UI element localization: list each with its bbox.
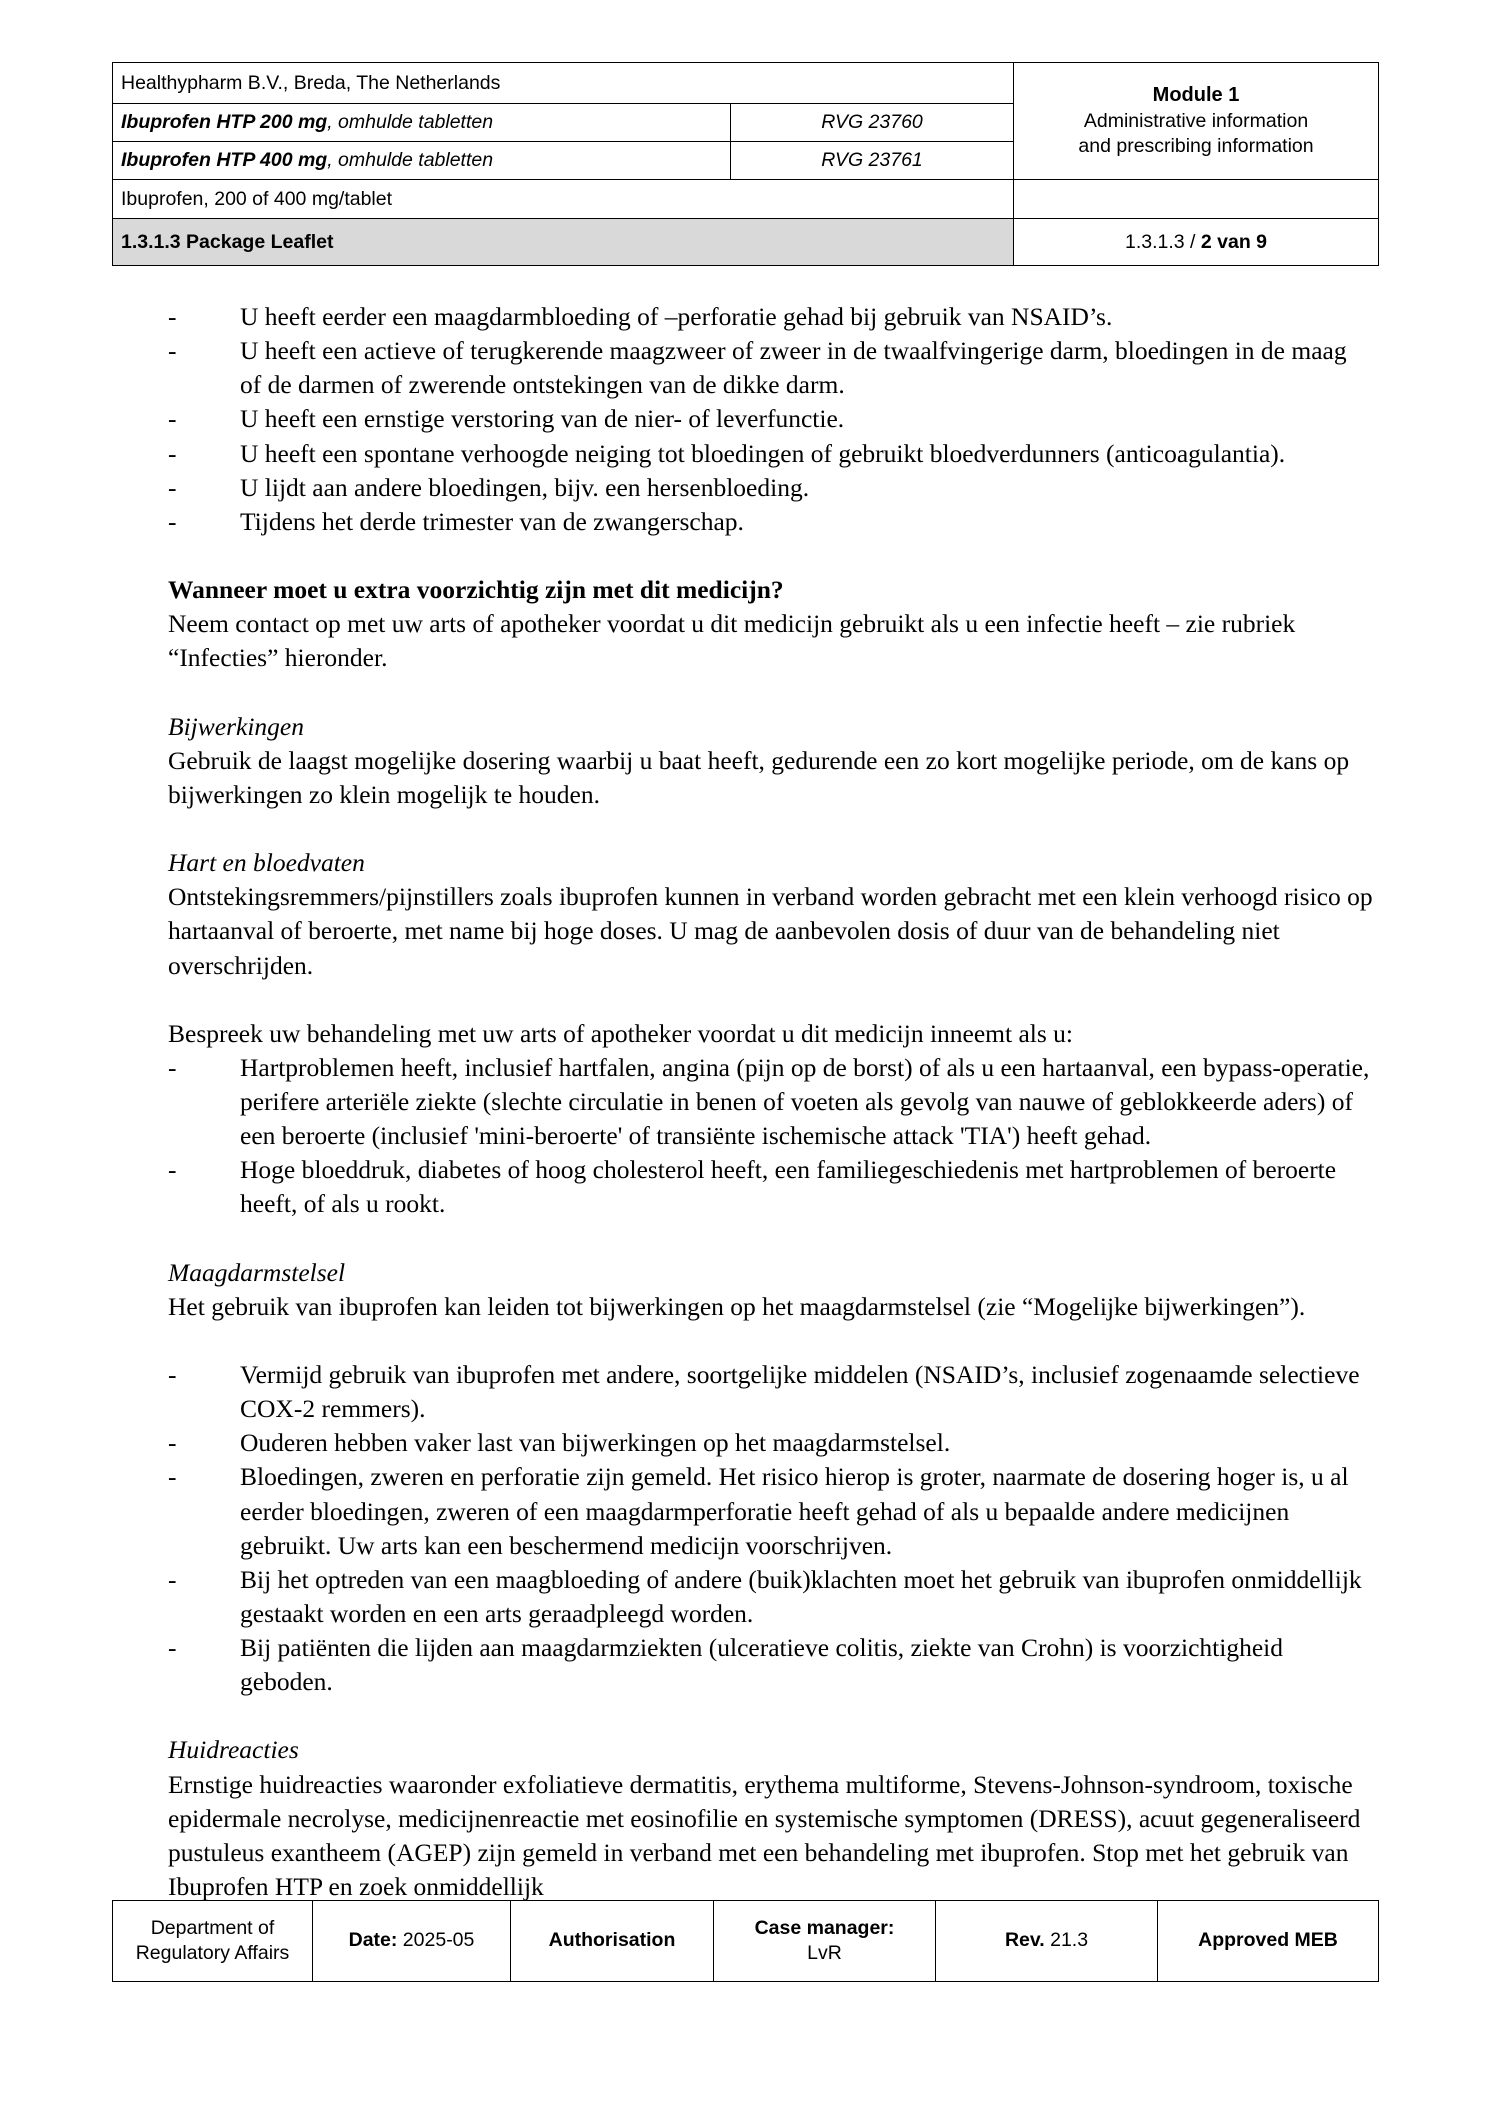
department-line-1: Department of (150, 1916, 275, 1939)
dash-bullet-icon: - (168, 1052, 177, 1082)
module-line-2: and prescribing information (1078, 134, 1314, 157)
dash-bullet-icon: - (168, 438, 177, 468)
page-ref-prefix: 1.3.1.3 / (1125, 230, 1201, 253)
case-manager-value: LvR (807, 1942, 842, 1964)
date-value: 2025-05 (397, 1929, 475, 1952)
substance-cell: Ibuprofen, 200 of 400 mg/tablet (113, 180, 1014, 219)
list-item (168, 1051, 1373, 1153)
dash-bullet-icon: - (168, 1462, 177, 1492)
dash-bullet-icon: - (168, 1564, 177, 1594)
list-item-text: Bloedingen, zweren en perforatie zijn gemeld. Het risico hierop is groter, naarmate de dosering hoger is, u al eerder bloedingen, zweren of een maagdarmperforatie heeft gehad of als u bepaalde andere medicijnen gebruikt. Uw arts kan een beschermend medicijn voorschrijven. (240, 1462, 1349, 1560)
dash-bullet-icon: - (168, 1633, 177, 1663)
warning-heading: Wanneer moet u extra voorzichtig zijn met dit medicijn? (168, 575, 784, 605)
date-label: Date: (348, 1929, 398, 1952)
list-item (168, 1460, 1373, 1562)
spacer (168, 1222, 1373, 1256)
spacer (168, 1324, 1373, 1358)
dash-bullet-icon: - (168, 1155, 177, 1185)
list-item (168, 334, 1373, 402)
bijwerkingen-heading: Bijwerkingen (168, 711, 304, 741)
list-item-text: Bij patiënten die lijden aan maagdarmziekten (ulceratieve colitis, ziekte van Crohn) is voorzichtigheid geboden. (240, 1633, 1283, 1697)
list-item (168, 437, 1373, 471)
hart-heading: Hart en bloedvaten (168, 848, 365, 878)
case-manager-cell (714, 1901, 936, 1982)
product-name-cell-400 (113, 142, 731, 180)
list-item-text: Tijdens het derde trimester van de zwangerschap. (240, 506, 744, 536)
list-item (168, 1426, 1373, 1460)
bespreek-paragraph: Bespreek uw behandeling met uw arts of apotheker voordat u dit medicijn inneemt als u: (168, 1018, 1074, 1048)
revision-value: 21.3 (1044, 1929, 1089, 1952)
product-name-cell-200 (113, 104, 731, 142)
huidreacties-heading: Huidreacties (168, 1735, 299, 1765)
list-item (168, 505, 1373, 539)
module-cell-spacer (1014, 180, 1379, 219)
department-line-2: Regulatory Affairs (135, 1942, 290, 1964)
list-item-text: Hartproblemen heeft, inclusief hartfalen, angina (pijn op de borst) of als u een hartaanval, een bypass-operatie, perifere arteriële ziekte (slechte circulatie in benen of voeten als gevolg van nauwe of geblokkeerde aders) of een beroerte (inclusief 'mini-beroerte' of transiënte ischemische attack 'TIA') heeft gehad. (240, 1052, 1370, 1151)
product-label-200: Ibuprofen HTP 200 mg (121, 111, 328, 134)
warning-paragraph: Neem contact op met uw arts of apotheker voordat u dit medicijn gebruikt als u een infectie heeft – zie rubriek “Infecties” hieronder. (168, 609, 1296, 673)
list-item-text: U lijdt aan andere bloedingen, bijv. een hersenbloeding. (240, 472, 810, 502)
list-item-text: Hoge bloeddruk, diabetes of hoog cholesterol heeft, een familiegeschiedenis met hartproblemen of beroerte heeft, of als u rookt. (240, 1155, 1337, 1219)
header-row-company (113, 63, 1379, 104)
dash-bullet-icon: - (168, 506, 177, 536)
maagdarm-heading: Maagdarmstelsel (168, 1257, 346, 1287)
list-item (168, 1153, 1373, 1221)
approved-meb-cell: Approved MEB (1158, 1901, 1379, 1982)
leaflet-body (168, 300, 1373, 1904)
list-item-text: Bij het optreden van een maagbloeding of andere (buik)klachten moet het gebruik van ibuprofen onmiddellijk gestaakt worden en een arts geraadpleegd worden. (240, 1564, 1362, 1628)
dash-bullet-icon: - (168, 1428, 177, 1458)
bijwerkingen-paragraph: Gebruik de laagst mogelijke dosering waarbij u baat heeft, gedurende een zo kort mogelijke periode, om de kans op bijwerkingen zo klein mogelijk te houden. (168, 745, 1350, 809)
header-row-section (113, 219, 1379, 266)
list-item-text: U heeft een ernstige verstoring van de nier- of leverfunctie. (240, 404, 845, 434)
list-item (168, 471, 1373, 505)
footer-row (113, 1901, 1379, 1982)
company-name-cell: Healthypharm B.V., Breda, The Netherlands (113, 63, 1014, 104)
hart-paragraph: Ontstekingsremmers/pijnstillers zoals ibuprofen kunnen in verband worden gebracht met een klein verhoogd risico op hartaanval of beroerte, met name bij hoge doses. U mag de aanbevolen dosis of duur van de behandeling niet overschrijden. (168, 882, 1373, 980)
document-header-table (112, 62, 1379, 266)
date-cell (313, 1901, 511, 1982)
page-reference-cell (1014, 219, 1379, 266)
rvg-number-400: RVG 23761 (731, 142, 1014, 180)
case-manager-label: Case manager: (754, 1916, 895, 1939)
module-cell (1014, 63, 1379, 180)
page-ref-number: 2 van 9 (1200, 230, 1268, 253)
spacer (168, 676, 1373, 710)
department-cell (113, 1901, 313, 1982)
revision-label: Rev. (1004, 1929, 1045, 1952)
list-item-text: Vermijd gebruik van ibuprofen met andere, soortgelijke middelen (NSAID’s, inclusief zogenaamde selectieve COX-2 remmers). (240, 1359, 1360, 1424)
contraindications-list (168, 300, 1373, 539)
module-title: Module 1 (1152, 84, 1240, 107)
dash-bullet-icon: - (168, 1359, 177, 1389)
list-item-text: U heeft eerder een maagdarmbloeding of –perforatie gehad bij gebruik van NSAID’s. (240, 302, 1113, 331)
list-item-text: U heeft een spontane verhoogde neiging tot bloedingen of gebruikt bloedverdunners (anticoagulantia). (240, 438, 1286, 468)
list-item (168, 1358, 1373, 1426)
spacer (168, 983, 1373, 1017)
list-item-text: U heeft een actieve of terugkerende maagzweer of zweer in de twaalfvingerige darm, bloedingen in de maag of de darmen of zwerende ontstekingen van de dikke darm. (240, 336, 1347, 400)
dash-bullet-icon: - (168, 336, 177, 366)
revision-cell (936, 1901, 1158, 1982)
maagdarm-paragraph: Het gebruik van ibuprofen kan leiden tot bijwerkingen op het maagdarmstelsel (zie “Mogelijke bijwerkingen”). (168, 1291, 1306, 1321)
list-item (168, 300, 1373, 334)
section-title-cell: 1.3.1.3 Package Leaflet (113, 219, 1014, 266)
dash-bullet-icon: - (168, 472, 177, 502)
header-row-substance (113, 180, 1379, 219)
product-label-400: Ibuprofen HTP 400 mg (121, 149, 328, 172)
product-form-400: , omhulde tabletten (327, 149, 494, 172)
spacer (168, 1699, 1373, 1733)
dash-bullet-icon: - (168, 302, 177, 331)
document-footer-table (112, 1900, 1379, 1982)
list-item-text: Ouderen hebben vaker last van bijwerkingen op het maagdarmstelsel. (240, 1428, 951, 1458)
dash-bullet-icon: - (168, 404, 177, 434)
maagdarm-list (168, 1358, 1373, 1700)
bespreek-list (168, 1051, 1373, 1222)
rvg-number-200: RVG 23760 (731, 104, 1014, 142)
authorisation-cell: Authorisation (511, 1901, 714, 1982)
module-line-1: Administrative information (1083, 109, 1309, 132)
list-item (168, 1631, 1373, 1699)
spacer (168, 812, 1373, 846)
huidreacties-paragraph: Ernstige huidreacties waaronder exfoliatieve dermatitis, erythema multiforme, Stevens-Johnson-syndroom, toxische epidermale necrolyse, medicijnenreactie met eosinofilie en systemische symptomen (DRESS), acuut gegeneraliseerd pustuleus exantheem (AGEP) zijn gemeld in verband met een behandeling met ibuprofen. Stop met het gebruik van Ibuprofen HTP en zoek onmiddellijk (168, 1769, 1361, 1902)
spacer (168, 539, 1373, 573)
product-form-200: , omhulde tabletten (327, 111, 494, 134)
list-item (168, 1563, 1373, 1631)
list-item (168, 402, 1373, 436)
